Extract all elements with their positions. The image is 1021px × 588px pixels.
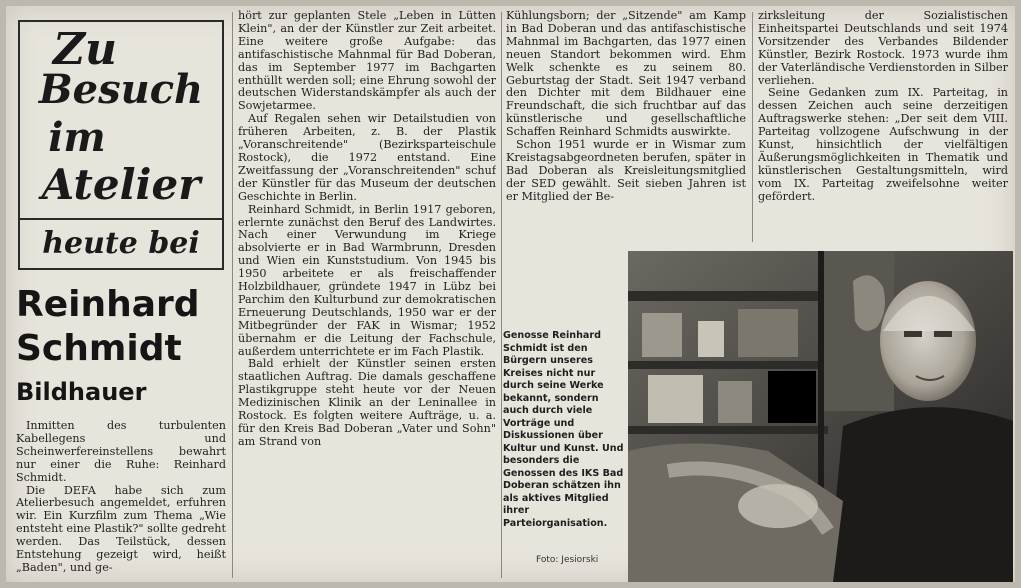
photo-credit: Foto: Jesiorski: [536, 555, 599, 565]
paragraph: Auf Regalen sehen wir Detailstudien von früheren Arbeiten, z. B. der Plastik „Voranschreitende" (Bezirksparteischule Rostock), die 1972 entstand. Eine Zweitfassung der „Voranschreitenden" schuf der Künstler für das Museum der deutschen Geschichte in Berlin.: [238, 112, 496, 203]
subject-first-name: Reinhard: [16, 284, 200, 325]
paragraph: hört zur geplanten Stele „Leben in Lütten Klein", an der der Künstler zur Zeit arbeitet. Eine weitere große Aufgabe: das antifaschistische Mahnmal für Bad Doberan, das im September 1977 im Bachgarten enthüllt werden soll; eine Ehrung sowohl der deutschen Widerstandskämpfer als auch der Sowjetarmee.: [238, 10, 496, 113]
paragraph: Reinhard Schmidt, in Berlin 1917 geboren, erlernte zunächst den Beruf des Landwirtes. Nach einer Verwundung im Kriege absolvierte er in Bad Warmbrunn, Dresden und Wien ein Kunststudium. Von 1945 bis 1950 arbeitete er als freischaffender Holzbildhauer, gründete 1947 in Lübz bei Parchim den Kulturbund zur demokratischen Erneuerung Deutschlands, 1950 war er der Mitbegründer der FAK in Wismar; 1952 übernahm er die Leitung der Fachschule, außerdem unterrichtete er im Fach Plastik.: [238, 202, 496, 358]
column-rule: [232, 12, 233, 578]
headline-subtitle: heute bei: [42, 226, 200, 261]
paragraph: zirksleitung der Sozialistischen Einheitspartei Deutschlands und seit 1974 Vorsitzender des Verbandes Bildender Künstler, Bezirk Rostock. 1973 wurde ihm der Vaterländische Verdienstorden in Silber verliehen.: [758, 10, 1008, 87]
headline-box: [18, 20, 224, 270]
article-column-3: [506, 10, 746, 242]
photo-caption: Genosse Reinhard Schmidt ist den Bürgern unseres Kreises nicht nur durch seine Werke bekannt, sondern auch durch viele Vorträge und Diskussionen über Kultur und Kunst. Und besonders die Genossen des IKS Bad Doberan schätzen ihn als aktives Mitglied ihrer Parteiorganisation.: [503, 330, 624, 529]
headline-line-1: Zu: [52, 24, 118, 75]
portrait-photo-graphic: [628, 251, 1013, 582]
headline-line-2: Besuch: [38, 66, 204, 113]
newspaper-clipping: [6, 6, 1015, 582]
paragraph: Inmitten des turbulenten Kabellegens und Scheinwerfereinstellens bewahrt nur einer die Ruhe: Reinhard Schmidt.: [16, 420, 226, 484]
article-column-4: [758, 10, 1008, 242]
article-column-2: [238, 10, 496, 580]
portrait-photo: [628, 251, 1013, 582]
subject-profession: Bildhauer: [16, 378, 147, 406]
article-column-1: [16, 420, 226, 580]
paragraph: Schon 1951 wurde er in Wismar zum Kreistagsabgeordneten berufen, später in Bad Doberan als Kreisleitungsmitglied der SED gewählt. Seit sieben Jahren ist er Mitglied der Be-: [506, 138, 746, 203]
paragraph: Bald erhielt der Künstler seinen ersten staatlichen Auftrag. Die damals geschaffene Plastikgruppe steht heute vor der Neuen Medizinischen Klinik an der Leninallee in Rostock. Es folgten weitere Aufträge, u. a. für den Kreis Bad Doberan „Vater und Sohn" am Strand von: [238, 357, 496, 448]
paragraph: Seine Gedanken zum IX. Parteitag, in dessen Zeichen auch seine derzeitigen Auftragswerke stehen: „Der seit dem VIII. Parteitag vollzogene Aufschwung in der Kunst, hinsichtlich der vielfältigen Äußerungsmöglichkeiten in Thematik und künstlerischen Gestaltungsmitteln, wird vom IX. Parteitag zweifelsohne weiter gefördert.: [758, 86, 1008, 203]
paragraph: Kühlungsborn; der „Sitzende" am Kamp in Bad Doberan und das antifaschistische Mahnmal im Bachgarten, das 1977 einen neuen Standort bekommen wird. Ehm Welk schenkte es zu seinem 80. Geburtstag der Stadt. Seit 1947 verband den Dichter mit dem Bildhauer eine Freundschaft, die sich fruchtbar auf das künstlerische und gesellschaftliche Schaffen Reinhard Schmidts auswirkte.: [506, 10, 746, 139]
headline-line-3: im: [48, 114, 106, 161]
headline-line-4: Atelier: [41, 160, 201, 209]
headline-divider: [20, 218, 222, 220]
column-rule: [752, 12, 753, 242]
column-rule: [501, 12, 502, 578]
paragraph: Die DEFA habe sich zum Atelierbesuch angemeldet, erfuhren wir. Ein Kurzfilm zum Thema „Wie entsteht eine Plastik?" sollte gedreht werden. Das Teilstück, dessen Entstehung gezeigt wird, heißt „Baden", und ge-: [16, 483, 226, 574]
subject-last-name: Schmidt: [16, 328, 182, 369]
